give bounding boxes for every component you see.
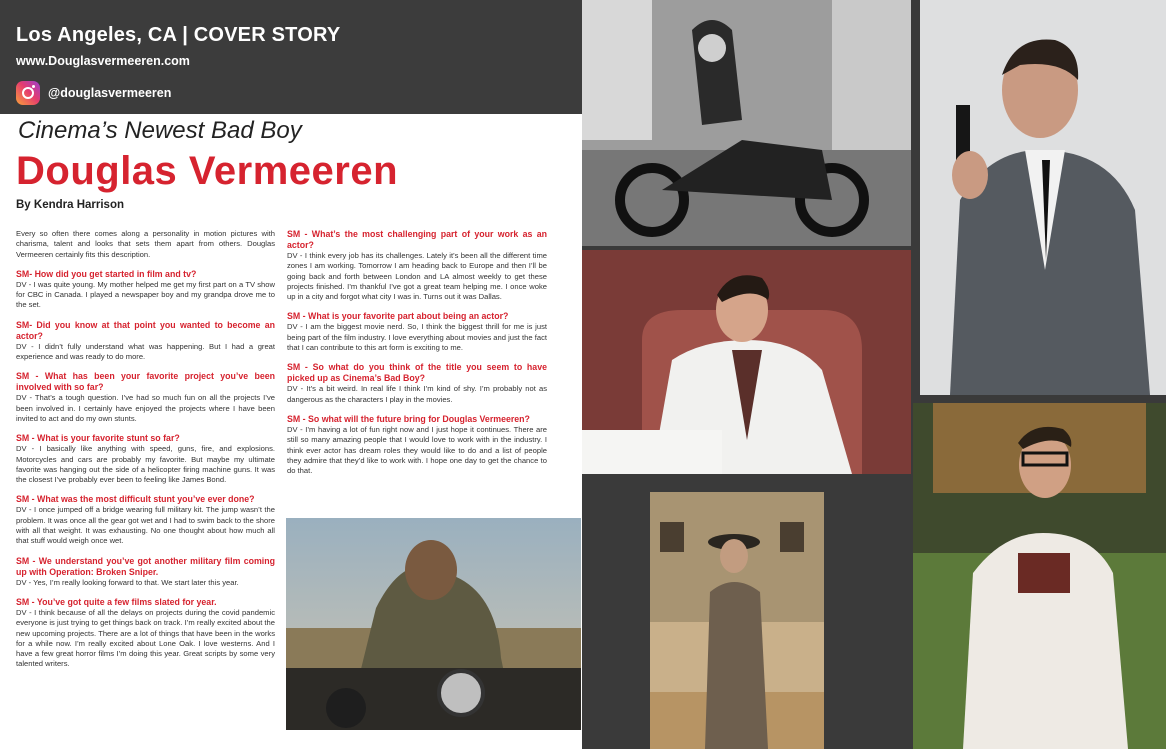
article-title: Douglas Vermeeren: [16, 149, 398, 193]
answer: DV - I basically like anything with speed, guns, fire, and explosions. Motorcycles and cars are probably my favorite. But maybe my ultimate favorite was hanging out the side of a helicopter firing machine guns. It was the closest I’ve probably ever been to feeling like James Bond.: [16, 444, 275, 485]
kicker-heading: Cinema’s Newest Bad Boy: [18, 117, 302, 144]
article-column-1: [16, 229, 275, 670]
answer: DV - I didn’t fully understand what was happening. But I had a great experience and was ready to do more.: [16, 341, 275, 362]
military-photo: [286, 518, 581, 730]
motorcycle-photo: [582, 0, 911, 246]
answer: DV - That’s a tough question. I’ve had so much fun on all the projects I’ve been involved in. I certainly have enjoyed the projects where I have been invited to act and do my own stunts.: [16, 393, 275, 423]
question: SM- Did you know at that point you wanted to become an actor?: [16, 319, 275, 341]
article-column-2: [287, 229, 547, 476]
question: SM - What is your favorite part about being an actor?: [287, 311, 509, 322]
website-link[interactable]: www.Douglasvermeeren.com: [16, 54, 190, 68]
answer: DV - It’s a bit weird. In real life I think I’m kind of shy. I’m probably not as dangerous as the characters I play in the movies.: [287, 384, 547, 404]
question: SM - We understand you’ve got another military film coming up with Operation: Broken Sniper.: [16, 555, 275, 577]
question: SM - So what will the future bring for Douglas Vermeeren?: [287, 413, 530, 424]
header-banner: [0, 0, 582, 114]
instagram-handle[interactable]: @douglasvermeeren: [48, 86, 172, 100]
answer: DV - Yes, I’m really looking forward to that. We start later this year.: [16, 577, 239, 587]
question: SM - What was the most difficult stunt you’ve ever done?: [16, 494, 255, 505]
question: SM - What has been your favorite project you’ve been involved with so far?: [16, 371, 275, 393]
answer: DV - I was quite young. My mother helped me get my first part on a TV show for CBC in Canada. I played a newspaper boy and my grandpa drove me to the set.: [16, 279, 275, 310]
green-sofa-photo: [913, 403, 1166, 749]
intro-paragraph: Every so often there comes along a personality in motion pictures with charisma, talent and looks that sets them apart from others. Douglas Vermeeren certainly fits this description.: [16, 229, 275, 259]
article-page: [0, 0, 582, 749]
question: SM - What’s the most challenging part of your work as an actor?: [287, 229, 547, 250]
question: SM - You’ve got quite a few films slated for year.: [16, 596, 217, 607]
answer: DV - I think because of all the delays on projects during the covid pandemic everyone is just trying to get things back on track. I’m really excited about the new upcoming projects. There are a lot of things that have been in the works for a while now. I’m really excited about Lone Oak. I love westerns. And I have a few great horror films I’m doing this year. Great scripts by some very talented writers.: [16, 607, 275, 669]
white-suit-chair-photo: [582, 250, 911, 474]
western-photo: [650, 492, 824, 749]
byline: By Kendra Harrison: [16, 199, 125, 211]
answer: DV - I am the biggest movie nerd. So, I think the biggest thrill for me is just being part of the film industry. I love everything about movies and just the fact that I can contribute to this art form is exciting to me.: [287, 322, 547, 353]
gun-portrait-photo: [920, 0, 1166, 395]
location-heading: Los Angeles, CA | COVER STORY: [16, 24, 341, 46]
question: SM - So what do you think of the title you seem to have picked up as Cinema’s Bad Boy?: [287, 362, 547, 384]
question: SM- How did you get started in film and tv?: [16, 268, 197, 279]
answer: DV - I think every job has its challenges. Lately it’s been all the different time zones I am working. Tomorrow I am heading back to Europe and then I’ll be going back and forth between London and LA almost weekly to get these projects finished. I’m thankful I’ve got a great team helping me. I once woke up in a city and forgot what city I was in. Turns out it was Dallas.: [287, 251, 547, 302]
answer: DV - I’m having a lot of fun right now and I just hope it continues. There are still so many amazing people that I would love to work with in the industry. I think ever actor has dream roles they would like to do and a list of people they admire that they’d like to work with. I hope one day to get the chance to do that.: [287, 424, 547, 476]
answer: DV - I once jumped off a bridge wearing full military kit. The jump wasn’t the problem. It was once all the gear got wet and I had to swim back to the shore with all that weight. It was exhausting. No one thought about how much all that stuff would weigh once wet.: [16, 505, 275, 546]
question: SM - What is your favorite stunt so far?: [16, 433, 180, 444]
instagram-icon: [16, 81, 40, 105]
